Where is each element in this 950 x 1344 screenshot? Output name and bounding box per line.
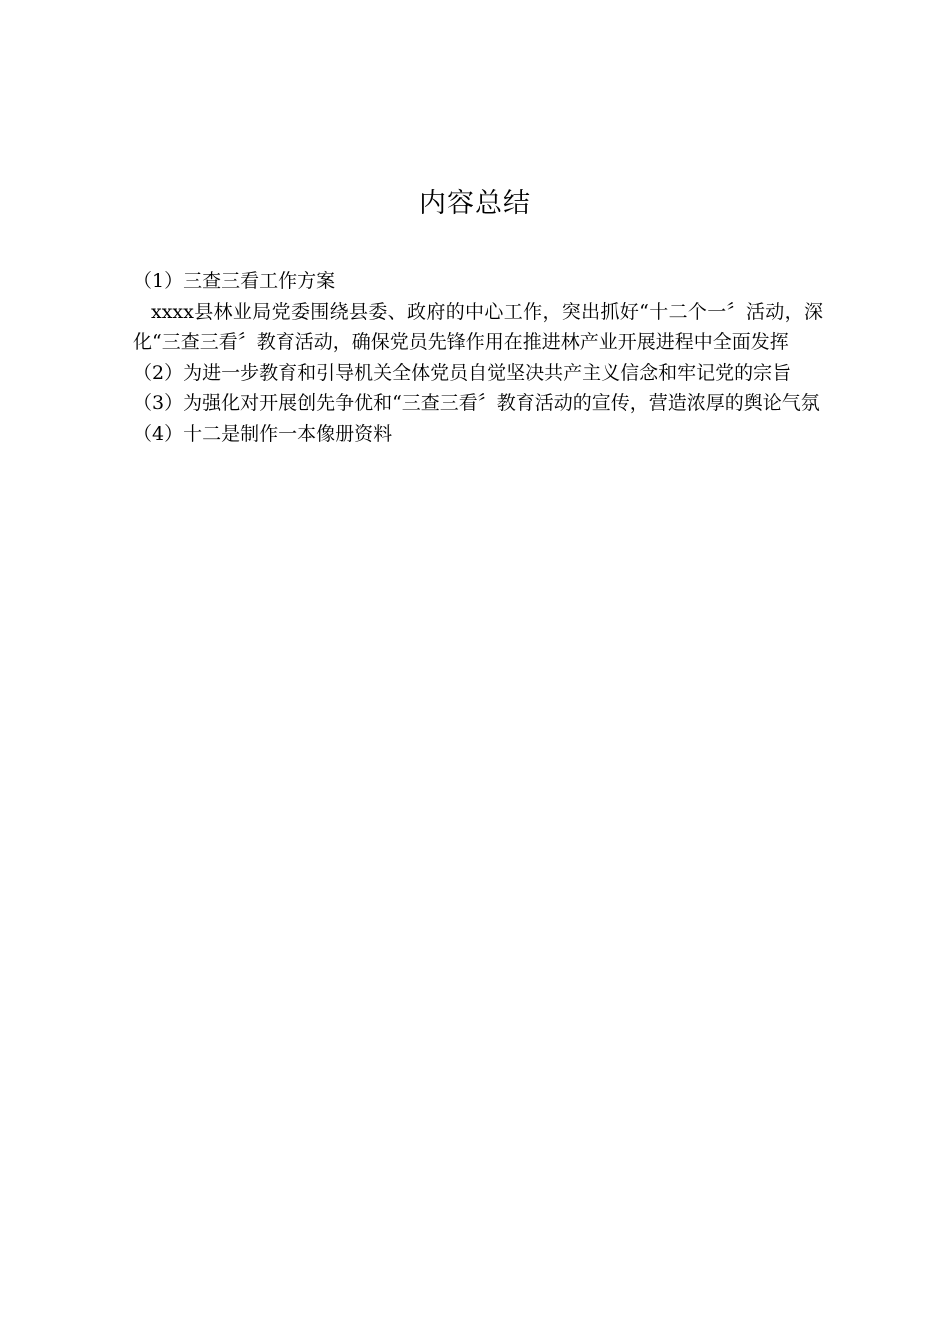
document-title: 内容总结 xyxy=(419,188,531,219)
summary-item-1-detail: xxxx县林业局党委围绕县委、政府的中心工作，突出抓好“十二个一〞活动，深化“三查三看〞教育活动，确保党员先锋作用在推进林产业开展进程中全面发挥 xyxy=(133,300,823,353)
document-body xyxy=(133,266,823,449)
summary-item-1: （1）三查三看工作方案 xyxy=(133,270,336,292)
summary-item-3: （3）为强化对开展创先争优和“三查三看〞教育活动的宣传，营造浓厚的舆论气氛 xyxy=(133,392,820,414)
summary-item-4: （4）十二是制作一本像册资料 xyxy=(133,422,393,445)
summary-item-2: （2）为进一步教育和引导机关全体党员自觉坚决共产主义信念和牢记党的宗旨 xyxy=(133,361,792,384)
